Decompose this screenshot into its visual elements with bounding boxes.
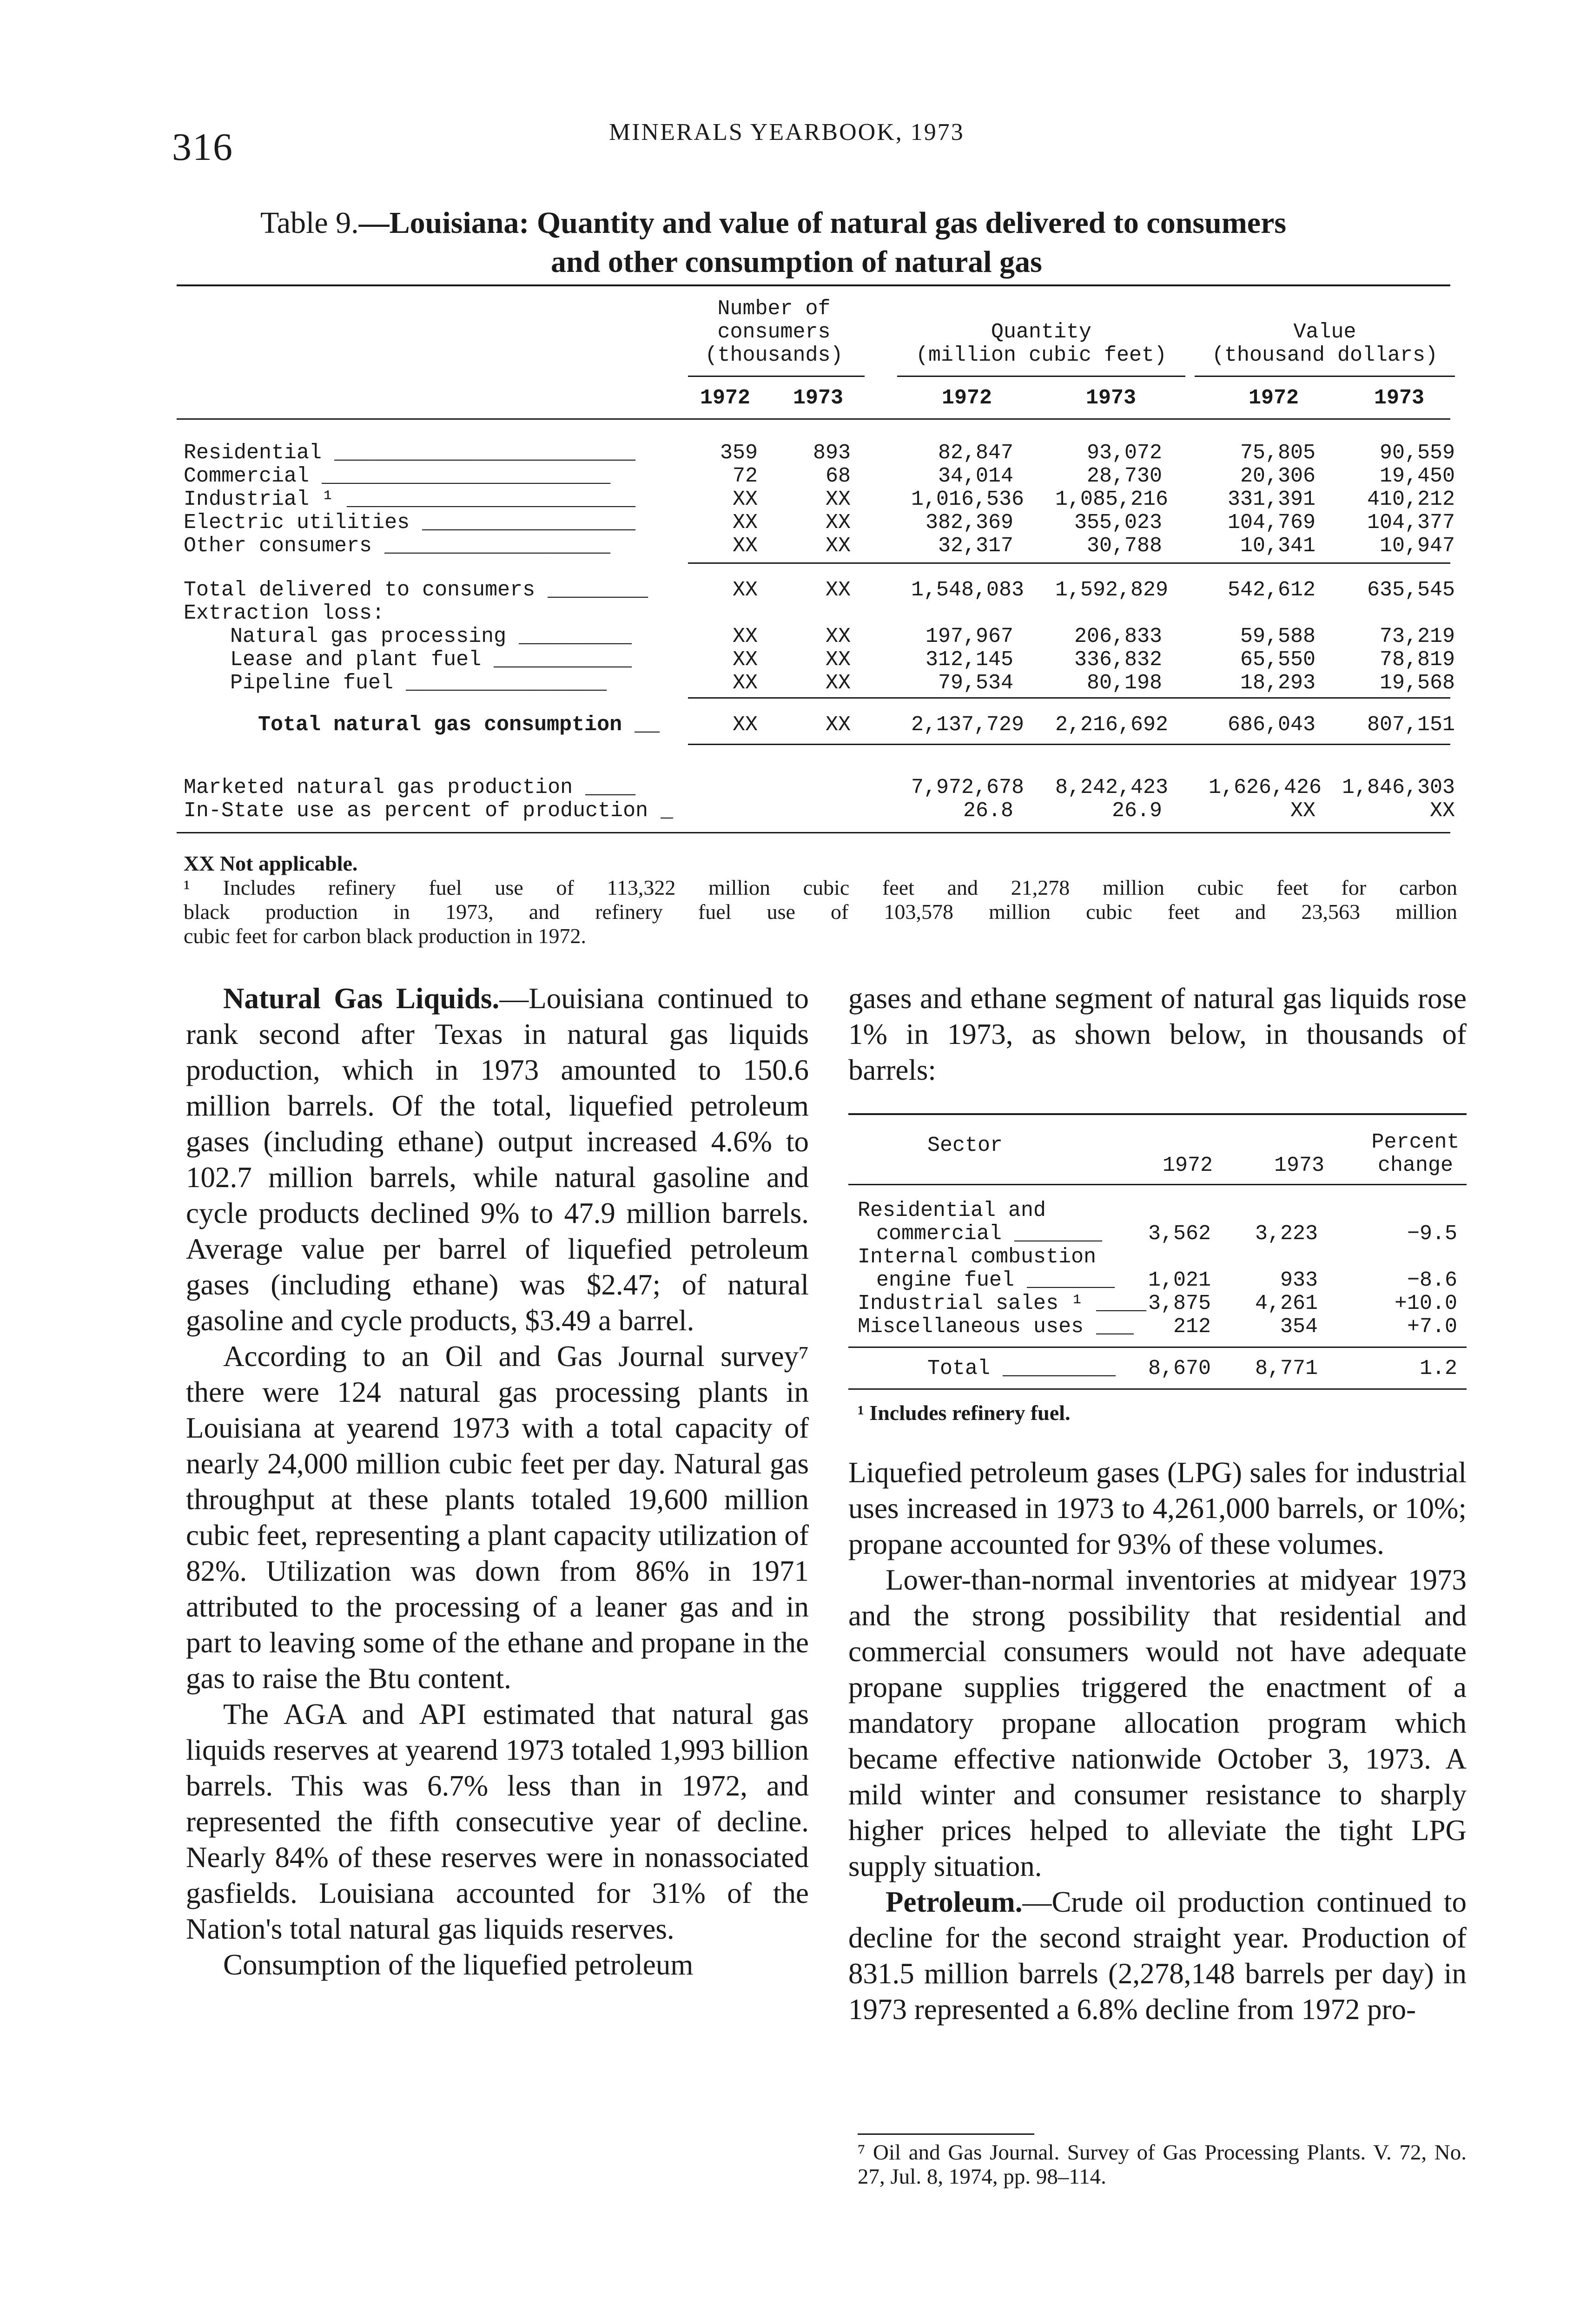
cell-v73: 90,559	[1379, 441, 1455, 465]
paragraph: According to an Oil and Gas Journal survey⁷ there were 124 natural gas processing plants in Louisiana at yearend 1973 with a total capacity of nearly 24,000 million cubic feet per day. Natural gas throughput at these plants totaled 19,600 million cubic feet, representing a plant capacity utilization of 82%. Utilization was down from 86% in 1971 attributed to the processing of a leaner gas and in part to leaving some of the ethane and propane in the gas to raise the Btu content.	[186, 1340, 809, 1695]
cell-q73: 355,023	[1074, 511, 1162, 535]
cell-c72: XX	[732, 671, 758, 695]
cell-c73: XX	[825, 713, 851, 737]
cell-q73: 336,832	[1074, 648, 1162, 672]
cell-v72: 20,306	[1240, 464, 1315, 488]
lpg-total-1972: 8,670	[1148, 1357, 1211, 1380]
cell-q72: 312,145	[925, 648, 1013, 672]
cell-c72: XX	[732, 625, 758, 648]
note-1-line1: ¹ Includes refinery fuel use of 113,322 million cubic feet and 21,278 million cubic feet for carbon	[184, 876, 1457, 899]
cell-q73: 28,730	[1086, 464, 1162, 488]
table-notes	[184, 852, 1457, 948]
row-label: Total natural gas consumption __	[258, 713, 660, 737]
cell-c73: XX	[825, 534, 851, 558]
lpg-cell-v72: 1,021	[1148, 1268, 1211, 1292]
paragraph: The AGA and API estimated that natural gas liquids reserves at yearend 1973 totaled 1,993 billion barrels. This was 6.7% less than in 1972, and represented the fifth consecutive year of decline. Nearly 84% of these reserves were in nonassociated gasfields. Louisiana accounted for 31% of the Nation's total natural gas liquids reserves.	[186, 1698, 809, 1945]
cell-c72: XX	[732, 648, 758, 672]
row-label: Other consumers __________________	[184, 534, 611, 558]
cell-c72: 72	[732, 464, 758, 488]
row-label: Total delivered to consumers ________	[184, 578, 648, 602]
col-header-percent: Percent change	[1371, 1130, 1460, 1177]
lpg-cell-v73: 3,223	[1255, 1222, 1318, 1246]
cell-q73: 206,833	[1074, 625, 1162, 648]
table-rule	[688, 562, 1450, 564]
lpg-row-label-cont: commercial _______	[876, 1222, 1103, 1246]
lpg-row-label: Residential and	[858, 1199, 1046, 1222]
row-label: Marketed natural gas production ____	[184, 776, 636, 799]
section-heading: Petroleum.	[886, 1886, 1023, 1918]
lpg-row-label: Industrial sales ¹ ____	[858, 1292, 1147, 1315]
quantity-header: Quantity (million cubic feet)	[915, 320, 1167, 367]
year-header: 1972	[941, 386, 992, 410]
lpg-cell-v72: 3,562	[1148, 1222, 1211, 1246]
row-label: Lease and plant fuel ___________	[230, 648, 632, 672]
year-header: 1973	[793, 386, 844, 410]
cell-q72: 34,014	[938, 464, 1013, 488]
col-header-1973: 1973	[1274, 1154, 1325, 1177]
cell-v73: 73,219	[1379, 625, 1455, 648]
cell-q73: 26.9	[1111, 799, 1162, 823]
paragraph-ngl: Natural Gas Liquids.—Louisiana continued to rank second after Texas in natural gas liquids production, which in 1973 amounted to 150.6 million barrels. Of the total, liquefied petroleum gases (including ethane) output increased 4.6% to 102.7 million barrels, while natural gasoline and cycle products declined 9% to 47.9 million barrels. Average value per barrel of liquefied petroleum gases (including ethane) was $2.47; of natural gasoline and cycle products, $3.49 a barrel.	[186, 982, 809, 1337]
cell-v72: 331,391	[1227, 488, 1315, 511]
cell-v72: 10,341	[1240, 534, 1315, 558]
cell-v72: XX	[1290, 799, 1315, 823]
lpg-total-pct: 1.2	[1419, 1357, 1457, 1380]
cell-q72: 1,016,536	[911, 488, 1025, 511]
table-rule	[177, 832, 1450, 833]
extraction-loss-label: Extraction loss:	[184, 601, 385, 625]
lpg-row-label: Internal combustion	[858, 1245, 1097, 1269]
row-label: Commercial _______________________	[184, 464, 611, 488]
cell-c73: 893	[813, 441, 851, 465]
row-label: In-State use as percent of production _	[184, 799, 674, 823]
right-column-body	[848, 1455, 1467, 2027]
cell-q73: 1,085,216	[1055, 488, 1169, 511]
year-header: 1972	[700, 386, 751, 410]
cell-v72: 542,612	[1227, 578, 1315, 602]
lpg-cell-pct: +7.0	[1407, 1315, 1457, 1339]
cell-c73: 68	[825, 464, 851, 488]
lpg-table	[848, 1113, 1467, 1439]
cell-v72: 1,626,426	[1209, 776, 1322, 799]
page-number: 316	[172, 125, 233, 169]
cell-q73: 80,198	[1086, 671, 1162, 695]
cell-q73: 8,242,423	[1055, 776, 1169, 799]
col-header-1972: 1972	[1162, 1154, 1213, 1177]
row-label: Residential ________________________	[184, 441, 636, 465]
cell-c73: XX	[825, 625, 851, 648]
footnote-7: ⁷ Oil and Gas Journal. Survey of Gas Processing Plants. V. 72, No. 27, Jul. 8, 1974, pp. 98–114.	[858, 2140, 1467, 2189]
running-header: MINERALS YEARBOOK, 1973	[609, 119, 965, 145]
cell-c73: XX	[825, 488, 851, 511]
table-title-line1: —Louisiana: Quantity and value of natural gas delivered to consumers	[358, 206, 1287, 240]
paragraph: Liquefied petroleum gases (LPG) sales for industrial uses increased in 1973 to 4,261,000 barrels, or 10%; propane accounted for 93% of these volumes.	[848, 1456, 1467, 1560]
cell-v72: 75,805	[1240, 441, 1315, 465]
cell-v73: 410,212	[1367, 488, 1455, 511]
consumers-header: Number of consumers (thousands)	[705, 297, 843, 367]
cell-v73: 807,151	[1367, 713, 1455, 737]
lpg-cell-v72: 212	[1173, 1315, 1211, 1339]
cell-q73: 93,072	[1086, 441, 1162, 465]
cell-c72: XX	[732, 511, 758, 535]
lpg-cell-pct: −8.6	[1407, 1268, 1457, 1292]
paragraph: Lower-than-normal inventories at midyear 1973 and the strong possibility that residential and commercial consumers would not have adequate propane supplies triggered the enactment of a mandatory propane allocation program which became effective nationwide October 3, 1973. A mild winter and consumer resistance to sharply higher prices helped to alleviate the tight LPG supply situation.	[848, 1564, 1467, 1882]
cell-v73: 1,846,303	[1342, 776, 1455, 799]
cell-c72: XX	[732, 578, 758, 602]
lpg-cell-v72: 3,875	[1148, 1292, 1211, 1315]
lpg-row-label: Miscellaneous uses ___	[858, 1315, 1134, 1339]
cell-q72: 82,847	[938, 441, 1013, 465]
lpg-cell-pct: +10.0	[1394, 1292, 1457, 1315]
cell-q72: 2,137,729	[911, 713, 1025, 737]
right-column-intro	[848, 981, 1467, 1088]
note-1-line3: cubic feet for carbon black production in 1972.	[184, 924, 587, 948]
cell-v72: 18,293	[1240, 671, 1315, 695]
cell-v73: 19,450	[1379, 464, 1455, 488]
paragraph-petroleum: Petroleum.—Crude oil production continued to decline for the second straight year. Production of 831.5 million barrels (2,278,148 barrels per day) in 1973 represented a 6.8% decline from 1972 pro-	[848, 1886, 1467, 2026]
table-rule	[688, 697, 1450, 699]
value-header: Value (thousand dollars)	[1211, 320, 1438, 367]
note-xx: XX Not applicable.	[184, 852, 358, 875]
cell-q72: 197,967	[925, 625, 1013, 648]
note-1-line2: black production in 1973, and refinery fuel use of 103,578 million cubic feet and 23,563 million	[184, 900, 1457, 924]
lpg-total-label: Total _________	[927, 1357, 1116, 1380]
cell-c72: 359	[720, 441, 758, 465]
cell-q73: 2,216,692	[1055, 713, 1169, 737]
cell-c72: XX	[732, 713, 758, 737]
table-rule	[688, 744, 1450, 745]
cell-v72: 65,550	[1240, 648, 1315, 672]
cell-v72: 59,588	[1240, 625, 1315, 648]
cell-q72: 7,972,678	[911, 776, 1025, 799]
left-column	[186, 981, 809, 1983]
table-label: Table 9.	[260, 206, 359, 240]
cell-v73: 78,819	[1379, 648, 1455, 672]
row-label: Industrial ¹ _______________________	[184, 488, 636, 511]
cell-q72: 79,534	[938, 671, 1013, 695]
cell-v73: 635,545	[1367, 578, 1455, 602]
col-header-sector: Sector	[927, 1134, 1003, 1157]
cell-c73: XX	[825, 578, 851, 602]
paragraph: Consumption of the liquefied petroleum	[223, 1948, 694, 1981]
paragraph: gases and ethane segment of natural gas liquids rose 1% in 1973, as shown below, in thousands of barrels:	[848, 982, 1467, 1086]
cell-v73: XX	[1429, 799, 1455, 823]
row-label: Electric utilities _________________	[184, 511, 636, 535]
lpg-cell-pct: −9.5	[1407, 1222, 1457, 1246]
row-label: Natural gas processing _________	[230, 625, 632, 648]
cell-v73: 19,568	[1379, 671, 1455, 695]
cell-q72: 382,369	[925, 511, 1013, 535]
cell-q72: 32,317	[938, 534, 1013, 558]
lpg-total-1973: 8,771	[1255, 1357, 1318, 1380]
cell-v73: 104,377	[1367, 511, 1455, 535]
cell-q72: 26.8	[963, 799, 1013, 823]
cell-q72: 1,548,083	[911, 578, 1025, 602]
table-title-line2: and other consumption of natural gas	[551, 245, 1042, 279]
lpg-footnote: ¹ Includes refinery fuel.	[858, 1401, 1071, 1425]
cell-v73: 10,947	[1379, 534, 1455, 558]
lpg-cell-v73: 354	[1280, 1315, 1318, 1339]
cell-v72: 686,043	[1227, 713, 1315, 737]
year-header: 1973	[1374, 386, 1425, 410]
lpg-cell-v73: 933	[1280, 1268, 1318, 1292]
cell-q73: 1,592,829	[1055, 578, 1169, 602]
cell-c72: XX	[732, 488, 758, 511]
year-header: 1972	[1248, 386, 1299, 410]
lpg-cell-v73: 4,261	[1255, 1292, 1318, 1315]
year-header: 1973	[1085, 386, 1137, 410]
cell-c73: XX	[825, 648, 851, 672]
section-heading: Natural Gas Liquids.	[223, 982, 500, 1015]
lpg-row-label-cont: engine fuel _______	[876, 1268, 1115, 1292]
cell-q73: 30,788	[1086, 534, 1162, 558]
cell-c72: XX	[732, 534, 758, 558]
table-9	[0, 0, 1593, 953]
cell-v72: 104,769	[1227, 511, 1315, 535]
cell-c73: XX	[825, 671, 851, 695]
cell-c73: XX	[825, 511, 851, 535]
row-label: Pipeline fuel ________________	[230, 671, 607, 695]
